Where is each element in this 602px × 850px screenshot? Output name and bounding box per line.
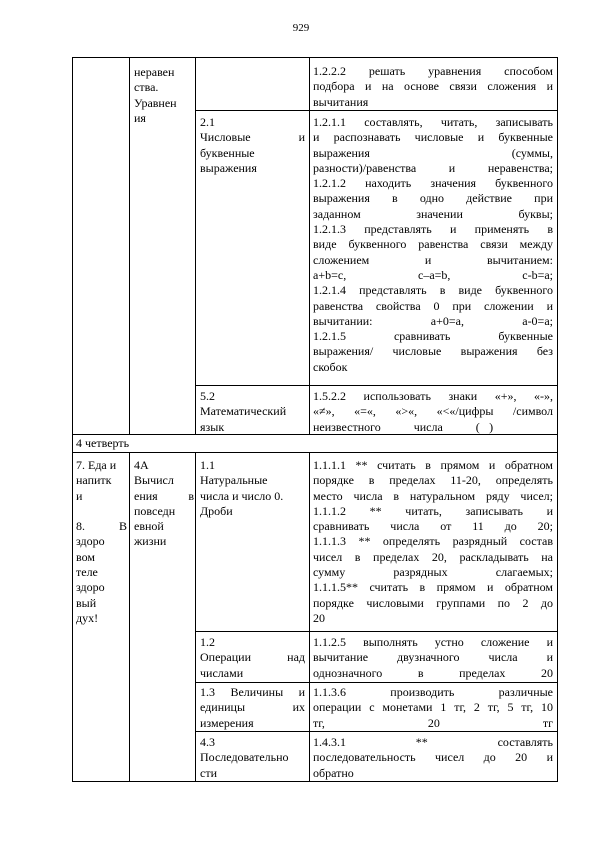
text-line: вычитании: a+0=a, a-0=a; (313, 313, 553, 328)
subsection-cell (200, 115, 305, 176)
text-line: Математический (200, 404, 287, 419)
text-line: скобок (313, 359, 348, 374)
objective-cell (313, 685, 553, 731)
column-divider (72, 57, 73, 782)
text-line: числами (200, 665, 244, 680)
text-line: 1.2.1.1 составлять, читать, записывать (313, 115, 553, 129)
text-line: Уравнен (134, 95, 177, 110)
text-line: евной (134, 519, 164, 534)
text-line: и (76, 488, 83, 503)
text-line: 1.1.3.6 производить различные (313, 685, 553, 699)
text-line: 1.1.2.5 выполнять устно сложение и (313, 635, 553, 649)
text-line: 1.1.1.3 ** определять разрядный состав (313, 534, 553, 549)
text-line: Последовательно (200, 750, 289, 765)
subsection-cell (200, 735, 307, 781)
text-line: Числовые и (200, 130, 305, 145)
text-line: виде буквенного равенства связи между (313, 237, 553, 252)
text-line: последовательность чисел до 20 и (313, 750, 553, 765)
text-line: теле (76, 565, 98, 580)
text-line: 1.1.1.2 ** читать, записывать и (313, 503, 553, 518)
text-line: измерения (200, 715, 254, 730)
text-line: разности)/равенства и неравенства; (313, 160, 553, 175)
column-divider (309, 57, 310, 435)
text-line: Дроби (200, 503, 233, 518)
text-line: ения в (134, 488, 194, 503)
text-line: 1.2.1.2 находить значения буквенного (313, 176, 553, 191)
text-line: 1.2 (200, 635, 215, 649)
text-line: выражения (200, 160, 257, 175)
text-line: напитк (76, 473, 112, 488)
text-line: подбора и на основе связи сложения и (313, 79, 553, 94)
text-line: выражения/ числовые выражения без (313, 344, 553, 359)
table-top-border (72, 57, 558, 58)
text-line: 1.1.1.1 ** считать в прямом и обратном (313, 458, 553, 472)
text-line: заданном значении буквы; (313, 206, 553, 221)
text-line: выражения в одно действие при (313, 191, 553, 206)
text-line: сти (200, 765, 217, 780)
text-line: равенства свойства 0 при сложении и (313, 298, 553, 313)
text-line: единицы их (200, 700, 305, 715)
text-line: 1.2.1.4 представлять в виде буквенного (313, 283, 553, 298)
text-line: 1.2.1.5 сравнивать буквенные (313, 329, 553, 344)
text-line: тг, 20 тг (313, 715, 553, 730)
text-line: 8. В (76, 519, 127, 534)
subsection-cell (200, 685, 305, 731)
row-divider (195, 110, 558, 111)
page-number: 929 (292, 22, 310, 34)
text-line: a+b=c, c–a=b, c-b=a; (313, 267, 553, 282)
section-cell (134, 65, 194, 126)
text-line: Натуральные (200, 473, 268, 488)
objective-cell (313, 115, 553, 375)
text-line: 20 (313, 610, 325, 625)
text-line: и распознавать числовые и буквенные (313, 130, 553, 145)
row-divider (195, 731, 558, 732)
text-line: обратно (313, 765, 354, 780)
row-divider (195, 385, 558, 386)
column-divider (129, 452, 130, 782)
text-line: 1.5.2.2 использовать знаки «+», «-», (313, 389, 553, 403)
text-line: «≠», «=«, «>«, «<«/цифры /символ (313, 404, 553, 419)
text-line: сложением и вычитанием: (313, 252, 553, 267)
objective-cell (313, 64, 553, 110)
text-line: неравен (134, 65, 175, 79)
text-line: здоро (76, 580, 105, 595)
table-bottom-border (72, 781, 558, 782)
text-line: выражения (суммы, (313, 145, 553, 160)
text-line: 7. Еда и (76, 458, 117, 472)
text-line: числа и число 0. (200, 488, 284, 503)
column-divider (195, 57, 196, 435)
text-line: 1.2.2.2 решать уравнения способом (313, 64, 553, 78)
text-line: 4А (134, 458, 149, 472)
text-line: однозначного в пределах 20 (313, 665, 553, 680)
text-line: Операции над (200, 650, 305, 665)
text-line: неизвестного числа (⃞) (313, 419, 494, 434)
text-line: буквенные (200, 145, 255, 160)
objective-cell (313, 635, 553, 681)
text-line: 5.2 (200, 389, 215, 403)
text-line: Вычисл (134, 473, 174, 488)
text-line (76, 504, 127, 519)
text-line: вом (76, 549, 95, 564)
column-divider (129, 57, 130, 435)
topic-cell (76, 458, 127, 626)
text-line: 4.3 (200, 735, 215, 749)
text-line: операции с монетами 1 тг, 2 тг, 5 тг, 10 (313, 700, 553, 715)
table-right-border (557, 57, 558, 782)
text-line: вый (76, 595, 97, 610)
text-line: место числа в натуральном ряду чисел; (313, 488, 553, 503)
text-line: 1.2.1.3 представлять и применять в (313, 222, 553, 237)
objective-cell (313, 458, 553, 626)
text-line: порядке числовыми группами по 2 до (313, 595, 553, 610)
subsection-cell (200, 458, 307, 519)
text-line: ства. (134, 80, 159, 95)
row-divider (195, 631, 558, 632)
text-line: порядке в пределах 11-20, определять (313, 473, 553, 488)
column-divider (309, 452, 310, 782)
text-line: 1.3 Величины и (200, 685, 305, 699)
text-line: чисел в пределах 20, раскладывать на (313, 549, 553, 564)
text-line: вычитания (313, 94, 369, 109)
quarter-header: 4 четверть (76, 436, 130, 450)
section-cell (134, 458, 194, 550)
subsection-cell (200, 635, 305, 681)
row-divider (72, 452, 558, 453)
text-line: язык (200, 419, 225, 434)
text-line: повседн (134, 503, 176, 518)
text-line: ия (134, 110, 146, 125)
text-line: сравнивать числа от 11 до 20; (313, 519, 553, 534)
text-line: вычитание двузначного числа и (313, 650, 553, 665)
column-divider (195, 452, 196, 782)
text-line: 1.4.3.1 ** составлять (313, 735, 553, 749)
text-line: здоро (76, 534, 105, 549)
text-line: сумму разрядных слагаемых; (313, 565, 553, 580)
objective-cell (313, 735, 553, 781)
row-divider (195, 682, 558, 683)
objective-cell (313, 389, 553, 435)
subsection-cell (200, 389, 305, 435)
text-line: 1.1.1.5** считать в прямом и обратном (313, 580, 553, 595)
text-line: дух! (76, 610, 99, 625)
text-line: жизни (134, 534, 167, 549)
text-line: 2.1 (200, 115, 215, 129)
text-line: 1.1 (200, 458, 215, 472)
